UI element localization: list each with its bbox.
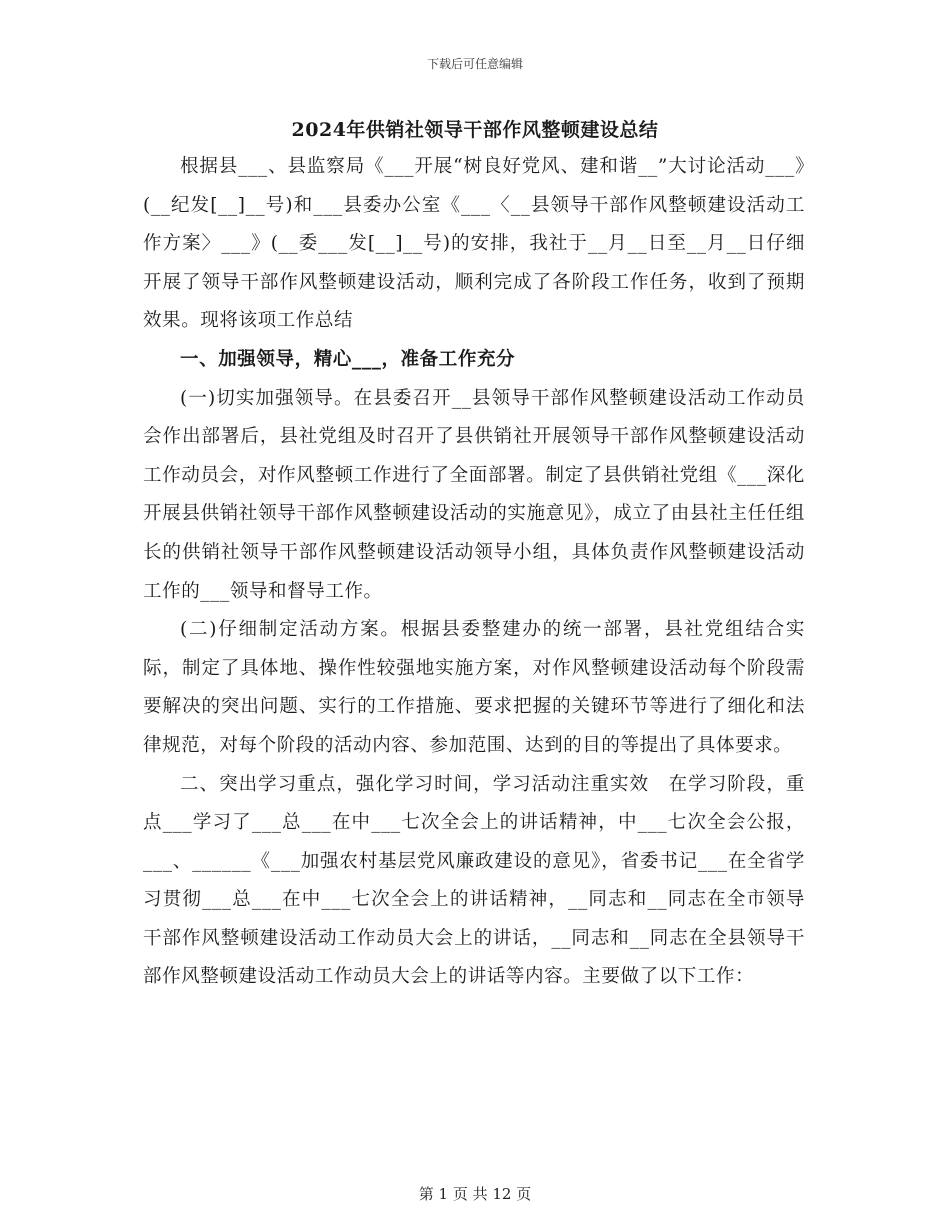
document-body xyxy=(143,148,805,997)
page-footer-number: 第 1 页 共 12 页 xyxy=(418,1185,532,1203)
paragraph-activity-plan: (二)仔细制定活动方案。根据县委整建办的统一部署，县社党组结合实际，制定了具体地、操作性较强地实施方案，对作风整顿建设活动每个阶段需要解决的突出问题、实行的工作措施、要求把握的关键环节等进行了细化和法律规范，对每个阶段的活动内容、参加范围、达到的目的等提出了具体要求。 xyxy=(143,619,805,756)
document-title: 2024年供销社领导干部作风整顿建设总结 xyxy=(291,119,659,141)
paragraph-strengthen-leadership: (一)切实加强领导。在县委召开__县领导干部作风整顿建设活动工作动员会作出部署后，县社党组及时召开了县供销社开展领导干部作风整顿建设活动工作动员会，对作风整顿工作进行了全面部署。制定了县供销社党组《___深化开展县供销社领导干部作风整顿建设活动的实施意见》，成立了由县社主任任组长的供销社领导干部作风整顿建设活动领导小组，具体负责作风整顿建设活动工作的___领导和督导工作。 xyxy=(143,387,805,602)
paragraph-intro: 根据县___、县监察局《___开展“树良好党风、建和谐__”大讨论活动___》(__纪发[__]__号)和___县委办公室《___〈__县领导干部作风整顿建设活动工作方案〉___》(__委___发[__]__号)的安排，我社于__月__日至__月__日仔细开展了领导干部作风整顿建设活动，顺利完成了各阶段工作任务，收到了预期效果。现将该项工作总结 xyxy=(143,156,805,332)
paragraph-section-2: 二、突出学习重点，强化学习时间，学习活动注重实效 在学习阶段，重点___学习了___总___在中___七次全会上的讲话精神，中___七次全会公报，___、______《___加强农村基层党风廉政建设的意见》，省委书记___在全省学习贯彻___总___在中___七次全会上的讲话精神，__同志和__同志在全市领导干部作风整顿建设活动工作动员大会上的讲话，__同志和__同志在全县领导干部作风整顿建设活动工作动员大会上的讲话等内容。主要做了以下工作： xyxy=(143,773,805,988)
section-heading-1: 一、加强领导，精心___，准备工作充分 xyxy=(180,348,516,370)
page-header-note: 下载后可任意编辑 xyxy=(426,57,523,71)
